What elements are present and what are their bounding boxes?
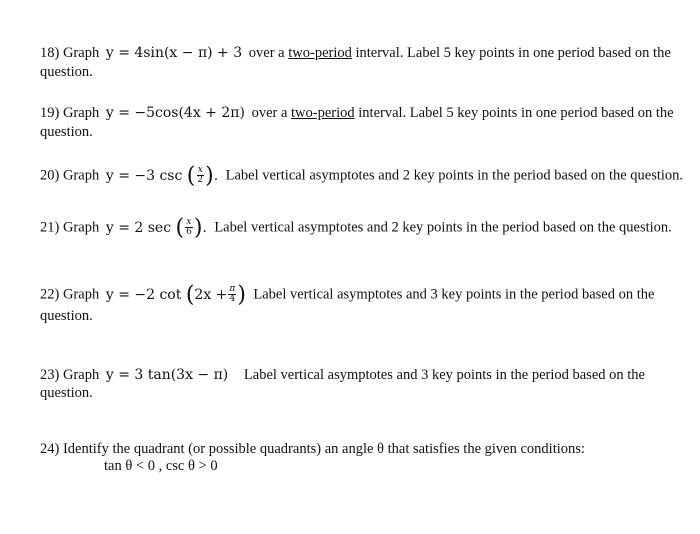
paren-right: ) bbox=[237, 282, 246, 307]
question-23 bbox=[40, 366, 660, 385]
question-number: 18) Graph bbox=[40, 45, 100, 61]
fraction-denominator: 4 bbox=[229, 294, 236, 304]
fraction-numerator: π bbox=[229, 284, 236, 294]
question-text: question. bbox=[40, 308, 93, 324]
question-text: interval. Label 5 key points in one period based on the bbox=[358, 105, 674, 121]
question-text: Label vertical asymptotes and 3 key points in the period based on the bbox=[243, 367, 645, 383]
question-text: interval. Label 5 key points in one period based on the bbox=[355, 45, 671, 61]
paren-left: ( bbox=[175, 215, 185, 240]
question-text: over a bbox=[251, 105, 288, 121]
fraction-numerator: x bbox=[186, 217, 192, 227]
question-19-continued bbox=[40, 123, 660, 142]
equation-suffix: . bbox=[213, 167, 219, 184]
question-24 bbox=[40, 440, 660, 459]
question-text: question. bbox=[40, 124, 93, 140]
question-text: Label vertical asymptotes and 2 key points in the period based on the question. bbox=[225, 167, 684, 184]
underlined-text: two-period bbox=[291, 105, 355, 121]
question-number: 22) Graph bbox=[40, 286, 100, 303]
equation bbox=[105, 163, 223, 188]
fraction-denominator: 2 bbox=[197, 175, 204, 185]
question-text: question. bbox=[40, 64, 93, 80]
question-number: 19) Graph bbox=[40, 105, 100, 121]
fraction bbox=[228, 285, 236, 304]
equation-prefix: y = −2 cot bbox=[105, 286, 182, 303]
conditions: tan θ < 0 , csc θ > 0 bbox=[104, 458, 218, 474]
equation-prefix: y = 2 sec bbox=[105, 219, 172, 236]
equation: y = 3 tan(3x − π) bbox=[105, 367, 229, 383]
paren-right: ) bbox=[205, 163, 214, 188]
equation-inner: 2x + bbox=[194, 286, 228, 303]
equation bbox=[105, 215, 212, 240]
question-18 bbox=[40, 44, 671, 63]
paren-left: ( bbox=[185, 282, 195, 307]
equation bbox=[105, 282, 251, 307]
equation: y = 4sin(x − π) + 3 bbox=[105, 45, 243, 61]
underlined-text: two-period bbox=[288, 45, 352, 61]
question-number: 24) bbox=[40, 441, 60, 457]
question-23-continued bbox=[40, 384, 660, 403]
question-text: Identify the quadrant (or possible quadrants) an angle θ that satisfies the given conditions: bbox=[62, 441, 585, 457]
question-text: Label vertical asymptotes and 3 key points in the period based on the bbox=[253, 286, 655, 303]
fraction bbox=[185, 218, 193, 237]
equation: y = −5cos(4x + 2π) bbox=[105, 105, 245, 121]
fraction bbox=[196, 166, 204, 185]
question-20 bbox=[40, 163, 684, 188]
question-18-continued bbox=[40, 63, 660, 82]
fraction-denominator: 6 bbox=[186, 227, 192, 237]
question-text: question. bbox=[40, 385, 93, 401]
question-19 bbox=[40, 104, 674, 123]
equation-suffix: . bbox=[202, 219, 207, 236]
paren-right: ) bbox=[193, 215, 203, 240]
question-text: Label vertical asymptotes and 2 key points in the period based on the question. bbox=[214, 219, 672, 236]
paren-left: ( bbox=[186, 163, 196, 188]
question-22-continued bbox=[40, 307, 660, 326]
question-21 bbox=[40, 215, 672, 240]
question-number: 21) Graph bbox=[40, 219, 100, 236]
equation-prefix: y = −3 csc bbox=[105, 167, 183, 184]
question-text: over a bbox=[248, 45, 285, 61]
question-number: 23) Graph bbox=[40, 367, 100, 383]
question-number: 20) Graph bbox=[40, 167, 100, 184]
question-22 bbox=[40, 282, 660, 307]
fraction-numerator: x bbox=[197, 165, 203, 175]
